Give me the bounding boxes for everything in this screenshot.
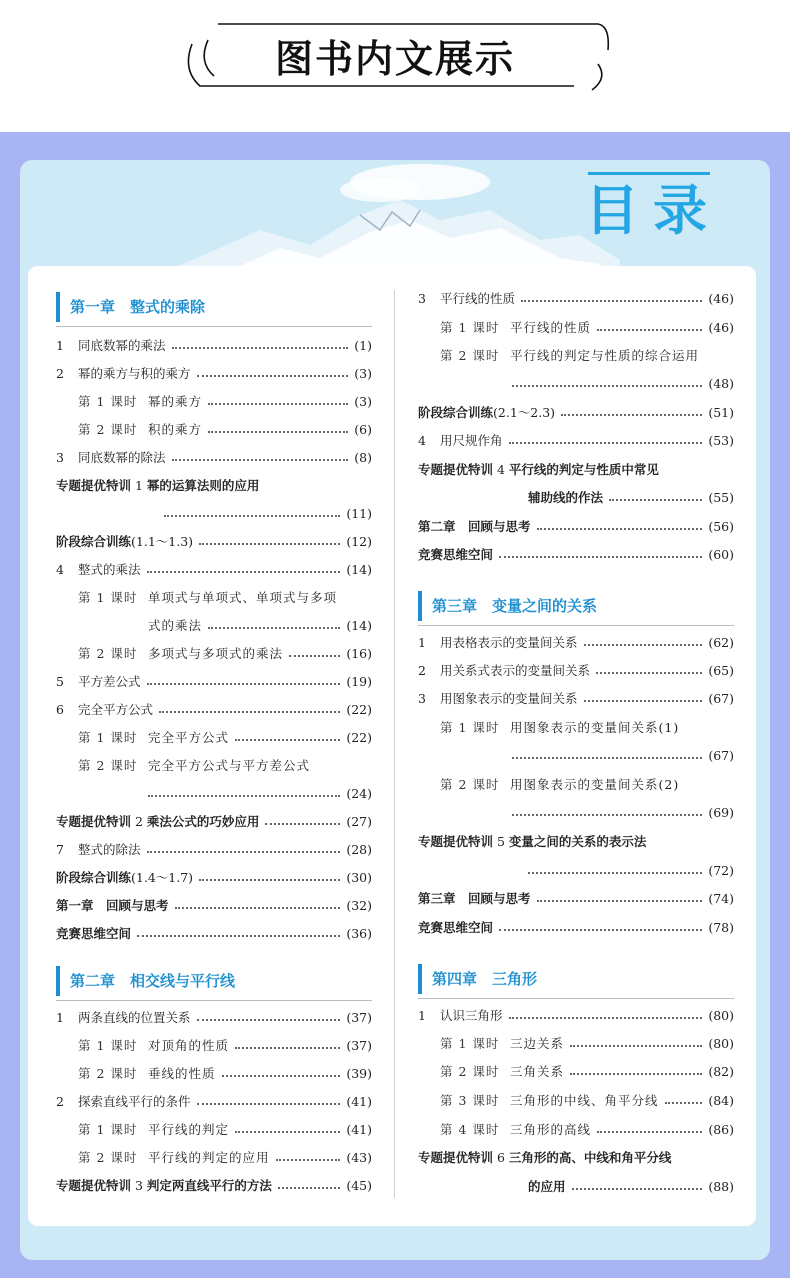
toc-subentry-continuation[interactable]: 式的乘法 (14) [148, 618, 372, 633]
toc-entry[interactable]: 4 用尺规作角 (53) [418, 433, 734, 448]
toc-subentry[interactable]: 第 1 课时 对顶角的性质 (37) [78, 1038, 372, 1053]
toc-special-entry[interactable]: 专题提优特训 2 乘法公式的巧妙应用 (27) [56, 814, 372, 829]
toc-subentry[interactable]: 第 3 课时 三角形的中线、角平分线 (84) [440, 1093, 734, 1108]
chapter-title: 第一章 整式的乘除 [70, 298, 206, 316]
toc-entry[interactable]: 2 探索直线平行的条件 (41) [56, 1094, 372, 1109]
toc-review-entry[interactable]: 第二章 回顾与思考 (56) [418, 519, 734, 534]
toc-entry[interactable]: 1 两条直线的位置关系 (37) [56, 1010, 372, 1025]
toc-entry[interactable]: 1 用表格表示的变量间关系 (62) [418, 635, 734, 650]
column-divider [394, 290, 395, 1198]
toc-entry-continuation[interactable]: (67) [512, 746, 734, 766]
toc-subentry[interactable]: 第 1 课时 单项式与单项式、单项式与多项 [78, 590, 338, 605]
toc-entry[interactable]: 1 同底数幂的乘法 (1) [56, 338, 372, 353]
chapter-heading-4 [418, 964, 537, 994]
toc-subentry[interactable]: 第 2 课时 多项式与多项式的乘法 (16) [78, 646, 372, 661]
chapter-title: 第二章 相交线与平行线 [70, 972, 236, 990]
chapter-rule [56, 326, 372, 327]
toc-special-entry[interactable]: 专题提优特训 6 三角形的高、中线和角平分线 [418, 1150, 672, 1165]
toc-subentry[interactable]: 第 2 课时 完全平方公式与平方差公式 [78, 758, 311, 773]
toc-subentry[interactable]: 第 2 课时 三角关系 (82) [440, 1064, 734, 1079]
chapter-title: 第三章 变量之间的关系 [432, 597, 598, 615]
toc-stage-entry[interactable]: 阶段综合训练(1.4～1.7) (30) [56, 870, 372, 885]
top-banner [0, 0, 790, 132]
toc-special-entry[interactable]: 专题提优特训 5 变量之间的关系的表示法 [418, 834, 647, 849]
chapter-bar [56, 966, 60, 996]
toc-special-entry[interactable]: 专题提优特训 3 判定两直线平行的方法 (45) [56, 1178, 372, 1193]
toc-review-entry[interactable]: 第三章 回顾与思考 (74) [418, 891, 734, 906]
toc-review-entry[interactable]: 第一章 回顾与思考 (32) [56, 898, 372, 913]
toc-subentry[interactable]: 第 1 课时 平行线的性质 (46) [440, 320, 734, 335]
chapter-heading-2 [56, 966, 235, 996]
toc-entry[interactable]: 5 平方差公式 (19) [56, 674, 372, 689]
toc-entry-continuation[interactable]: (11) [164, 504, 372, 524]
chapter-heading-3 [418, 591, 597, 621]
catalog-title-rule [588, 172, 710, 175]
toc-subentry[interactable]: 第 2 课时 积的乘方 (6) [78, 422, 372, 437]
toc-entry-continuation[interactable]: (72) [528, 861, 734, 881]
toc-entry[interactable]: 3 用图象表示的变量间关系 (67) [418, 691, 734, 706]
toc-entry[interactable]: 1 认识三角形 (80) [418, 1008, 734, 1023]
toc-competition-entry[interactable]: 竞赛思维空间 (78) [418, 920, 734, 935]
toc-competition-entry[interactable]: 竞赛思维空间 (36) [56, 926, 372, 941]
toc-special-entry[interactable]: 专题提优特训 1 幂的运算法则的应用 [56, 478, 260, 493]
toc-subentry[interactable]: 第 1 课时 幂的乘方 (3) [78, 394, 372, 409]
toc-entry-continuation[interactable]: (48) [512, 374, 734, 394]
toc-entry[interactable]: 3 平行线的性质 (46) [418, 291, 734, 306]
toc-entry-continuation[interactable]: (69) [512, 803, 734, 823]
toc-stage-entry[interactable]: 阶段综合训练(1.1～1.3) (12) [56, 534, 372, 549]
toc-special-continuation[interactable]: 辅助线的作法 (55) [528, 490, 734, 505]
toc-subentry[interactable]: 第 1 课时 完全平方公式 (22) [78, 730, 372, 745]
toc-subentry[interactable]: 第 1 课时 用图象表示的变量间关系(1) [440, 720, 680, 735]
toc-subentry[interactable]: 第 2 课时 平行线的判定与性质的综合运用 [440, 348, 700, 363]
chapter-bar [418, 591, 422, 621]
toc-entry[interactable]: 3 同底数幂的除法 (8) [56, 450, 372, 465]
chapter-title: 第四章 三角形 [432, 970, 538, 988]
chapter-rule [56, 1000, 372, 1001]
toc-subentry[interactable]: 第 2 课时 用图象表示的变量间关系(2) [440, 777, 680, 792]
toc-entry[interactable]: 6 完全平方公式 (22) [56, 702, 372, 717]
toc-subentry[interactable]: 第 2 课时 垂线的性质 (39) [78, 1066, 372, 1081]
chapter-rule [418, 998, 734, 999]
toc-entry[interactable]: 7 整式的除法 (28) [56, 842, 372, 857]
toc-entry[interactable]: 2 用关系式表示的变量间关系 (65) [418, 663, 734, 678]
toc-entry-continuation[interactable]: (24) [148, 784, 372, 804]
toc-special-entry[interactable]: 专题提优特训 4 平行线的判定与性质中常见 [418, 462, 659, 477]
toc-subentry[interactable]: 第 1 课时 三边关系 (80) [440, 1036, 734, 1051]
toc-subentry[interactable]: 第 1 课时 平行线的判定 (41) [78, 1122, 372, 1137]
toc-entry[interactable]: 2 幂的乘方与积的乘方 (3) [56, 366, 372, 381]
chapter-bar [418, 964, 422, 994]
chapter-bar [56, 292, 60, 322]
toc-stage-entry[interactable]: 阶段综合训练(2.1～2.3) (51) [418, 405, 734, 420]
banner-title: 图书内文展示 [274, 37, 515, 81]
toc-entry[interactable]: 4 整式的乘法 (14) [56, 562, 372, 577]
chapter-rule [418, 625, 734, 626]
toc-special-continuation[interactable]: 的应用 (88) [528, 1179, 734, 1194]
toc-competition-entry[interactable]: 竞赛思维空间 (60) [418, 547, 734, 562]
chapter-heading-1 [56, 292, 205, 322]
catalog-title: 目录 [585, 179, 721, 242]
toc-subentry[interactable]: 第 2 课时 平行线的判定的应用 (43) [78, 1150, 372, 1165]
toc-subentry[interactable]: 第 4 课时 三角形的高线 (86) [440, 1122, 734, 1137]
